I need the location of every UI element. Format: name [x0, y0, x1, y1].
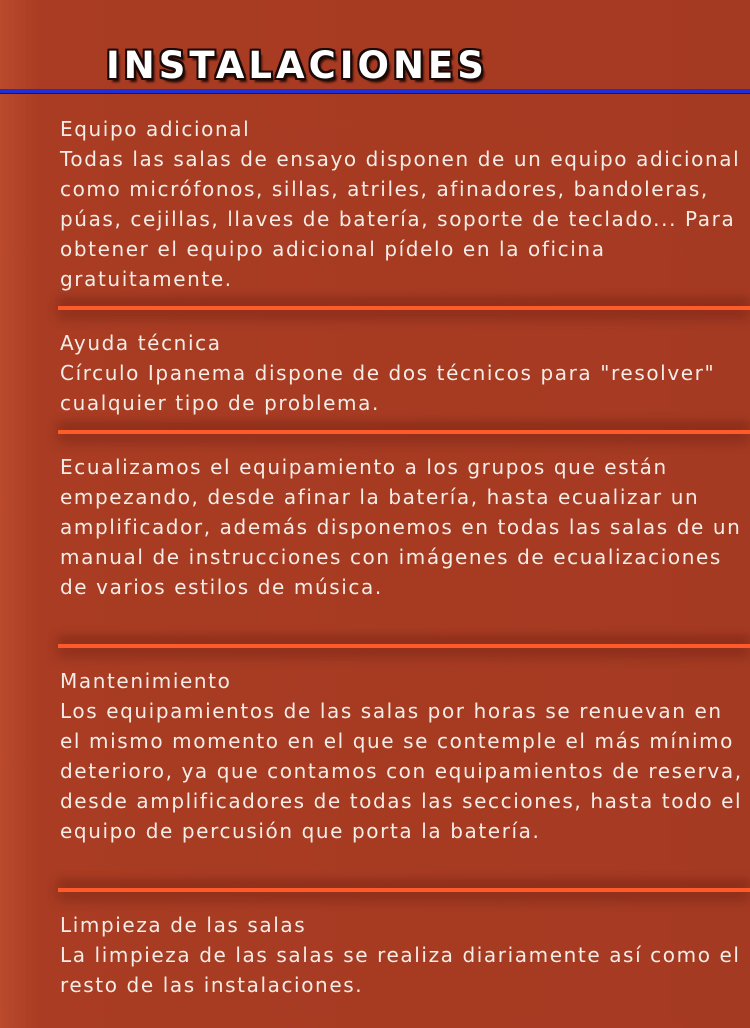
page-title: INSTALACIONES	[106, 44, 488, 87]
section-body: Círculo Ipanema dispone de dos técnicos para "resolver" cualquier tipo de problema.	[60, 361, 716, 415]
section-ecualizacion	[60, 452, 750, 632]
section-body: Todas las salas de ensayo disponen de un equipo adicional como micrófonos, sillas, atriles, afinadores, bandoleras, púas, cejillas, llaves de batería, soporte de teclado... Para obtener el equipo adicional pídelo en la oficina gratuitamente.	[60, 147, 741, 291]
section-limpieza	[60, 910, 750, 1000]
section-body: La limpieza de las salas se realiza diariamente así como el resto de las instalaciones.	[60, 943, 741, 997]
section-ayuda-tecnica	[60, 328, 750, 418]
section-body: Ecualizamos el equipamiento a los grupos que están empezando, desde afinar la batería, hasta ecualizar un amplificador, además disponemos en todas las salas de un manual de instrucciones con imágenes de ecualizaciones de varios estilos de música.	[60, 455, 742, 599]
section-heading: Ayuda técnica	[60, 331, 222, 355]
main-content	[60, 114, 750, 1000]
section-heading: Equipo adicional	[60, 117, 251, 141]
section-divider	[58, 430, 750, 434]
section-body: Los equipamientos de las salas por horas se renuevan en el mismo momento en el que se contemple el más mínimo deterioro, ya que contamos con equipamientos de reserva, desde amplificadores de todas las secciones, hasta todo el equipo de percusión que porta la batería.	[60, 699, 743, 843]
section-divider	[58, 888, 750, 892]
section-heading: Limpieza de las salas	[60, 913, 307, 937]
page-header	[0, 0, 750, 96]
section-divider	[58, 644, 750, 648]
header-divider	[0, 89, 750, 93]
section-heading: Mantenimiento	[60, 669, 232, 693]
section-divider	[58, 306, 750, 310]
section-mantenimiento	[60, 666, 750, 876]
section-equipo-adicional	[60, 114, 750, 294]
